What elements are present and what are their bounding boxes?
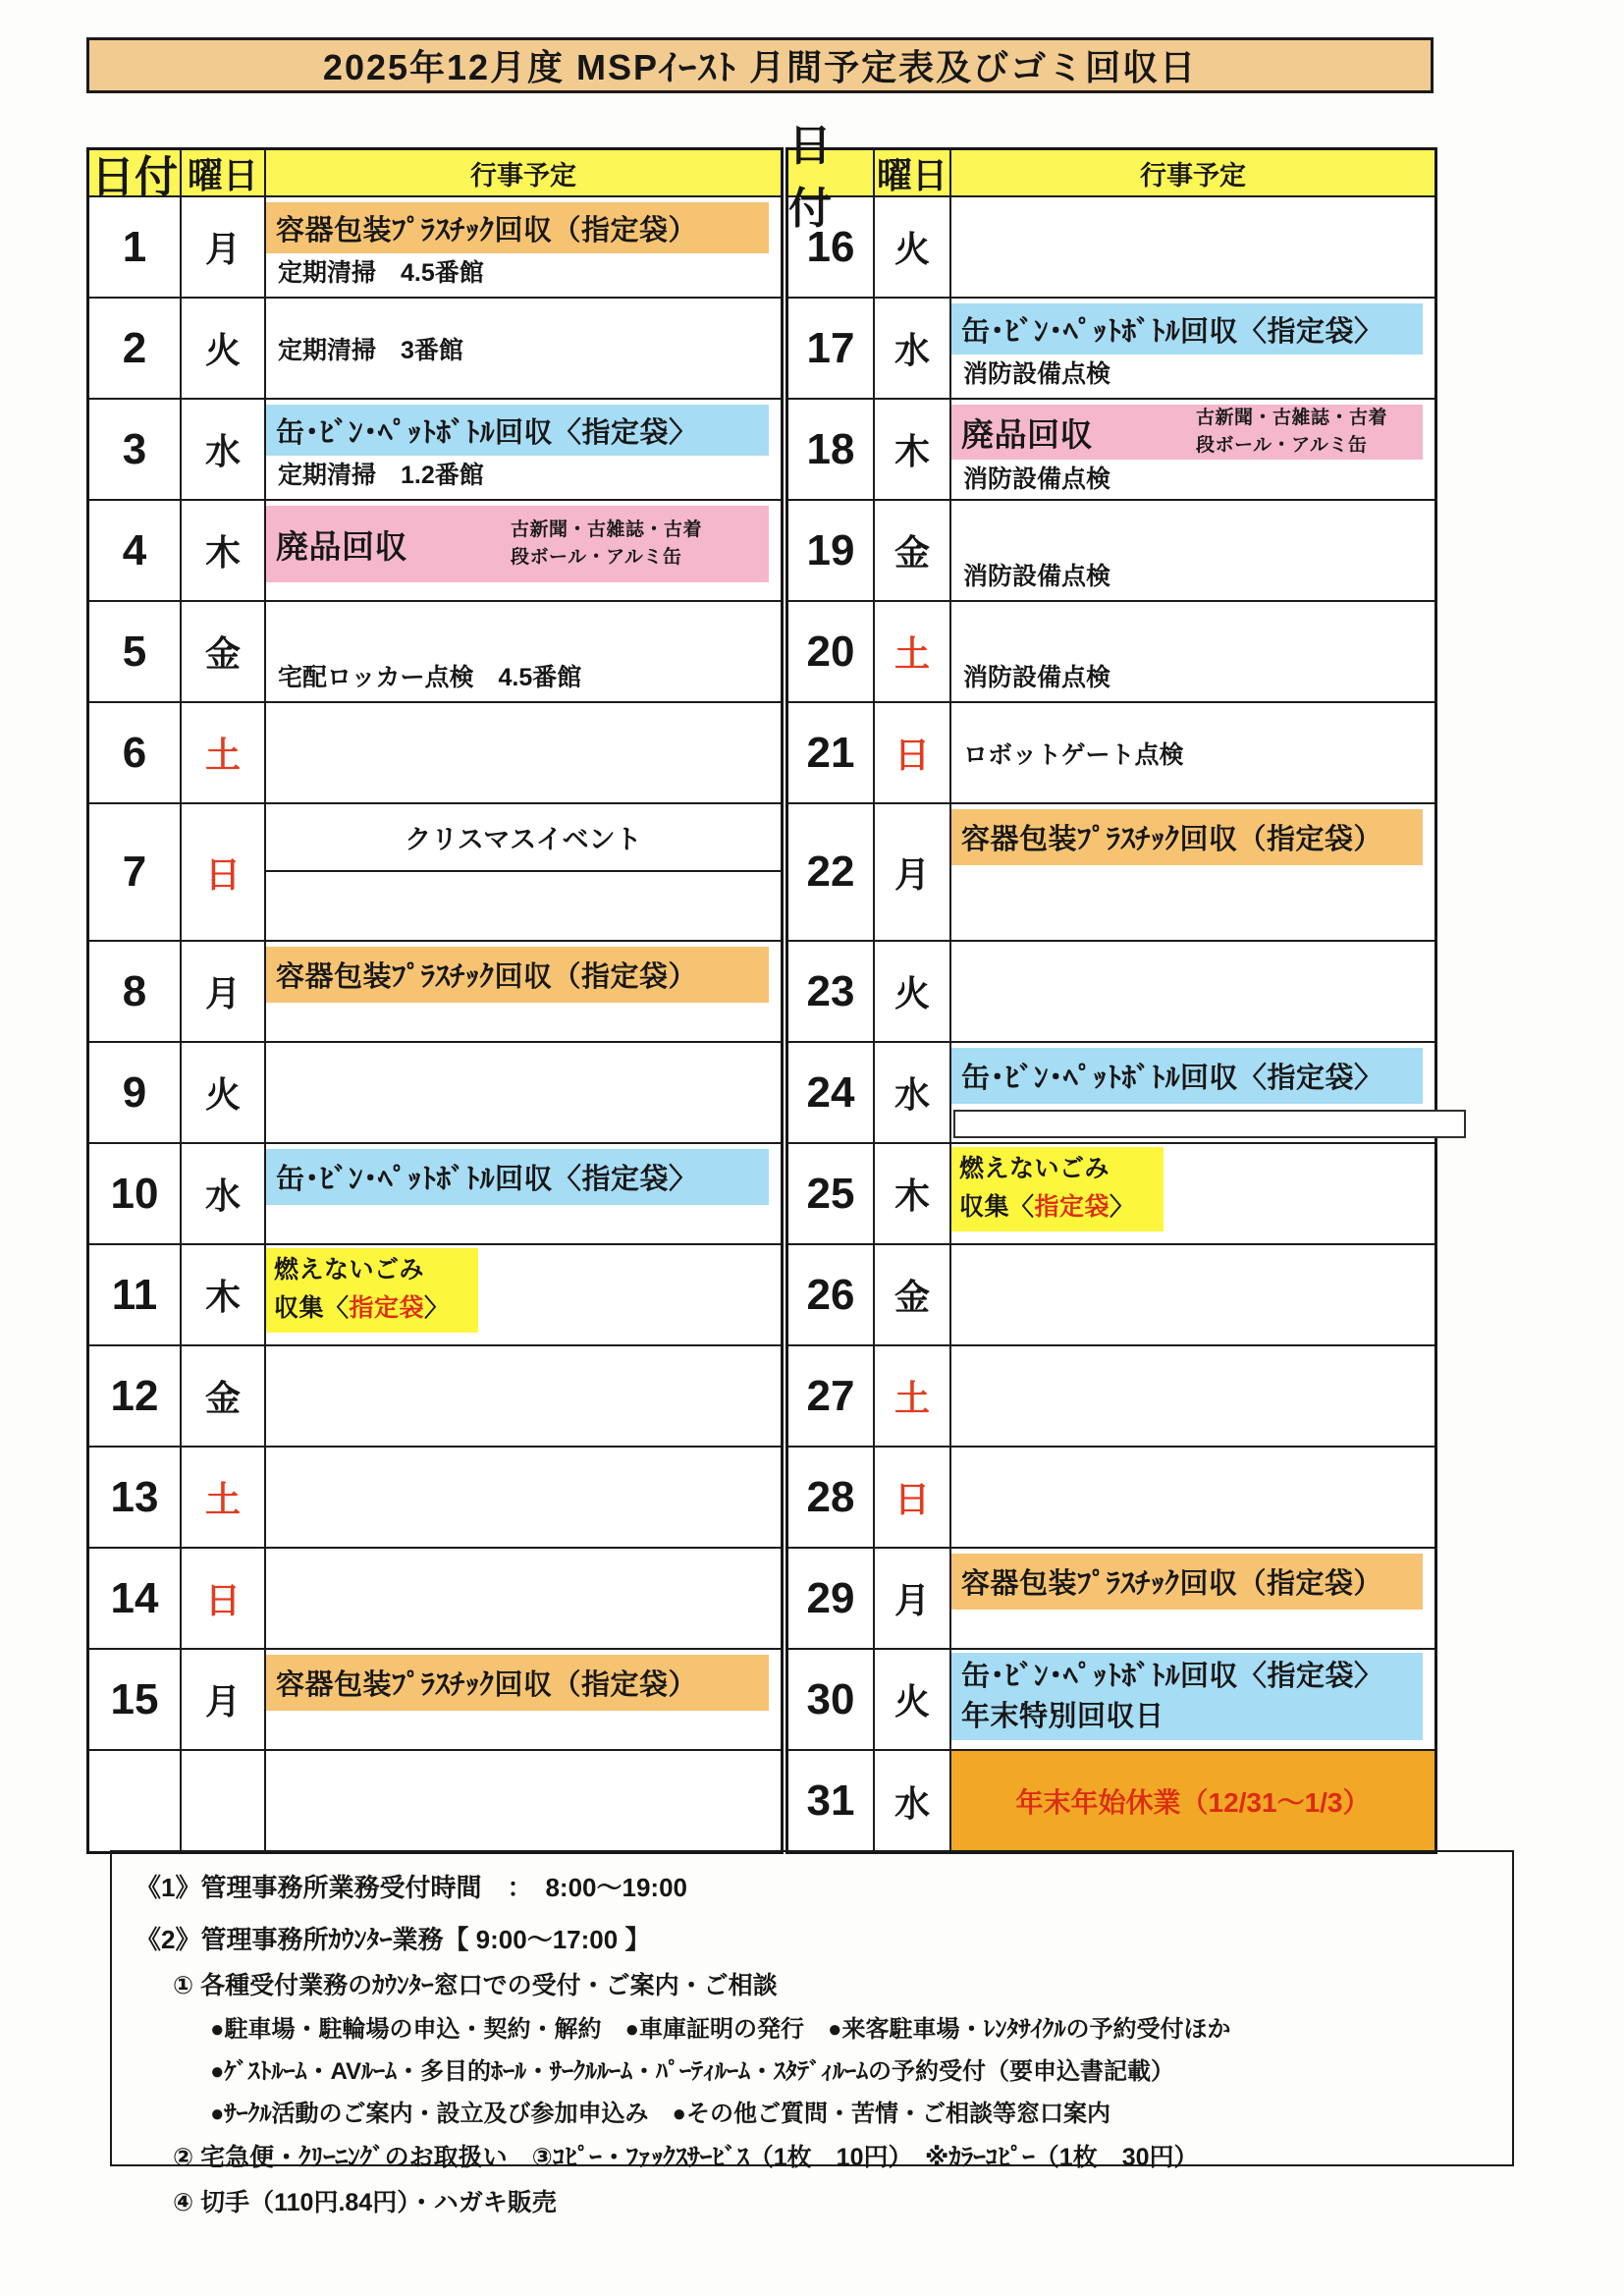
event-cell (266, 1144, 781, 1243)
event-cell (266, 501, 781, 600)
calendar-row-9 (89, 1041, 781, 1142)
event-sub-line: 古新聞・古雑誌・古着 (511, 519, 703, 540)
bulky-recycle-event-bar (951, 405, 1423, 460)
event-cell (951, 1144, 1435, 1243)
event-cell (266, 703, 781, 802)
calendar-row-11 (89, 1243, 781, 1344)
date-cell: 23 (788, 942, 875, 1041)
date-cell: 1 (89, 197, 182, 297)
event-line (274, 1289, 450, 1328)
calendar-row-26 (788, 1243, 1435, 1344)
date-cell: 12 (89, 1346, 182, 1446)
event-line: 缶･ﾋﾞﾝ･ﾍﾟｯﾄﾎﾞﾄﾙ回収〈指定袋〉 (961, 1660, 1383, 1692)
recycle-event-bar: 容器包装ﾌﾟﾗｽﾁｯｸ回収（指定袋） (266, 1655, 769, 1711)
date-cell: 13 (89, 1448, 182, 1547)
bulky-recycle-event-bar (266, 506, 769, 582)
note-line: ④ 切手（110円.84円）・ハガキ販売 (173, 2189, 557, 2216)
event-text: 消防設備点検 (963, 664, 1111, 691)
note-line: ① 各種受付業務のｶｳﾝﾀｰ窓口での受付・ご案内・ご相談 (173, 1972, 778, 1999)
calendar-row-24 (788, 1041, 1435, 1142)
event-text: 消防設備点検 (963, 465, 1111, 493)
event-cell (951, 1346, 1435, 1446)
event-cell (951, 1650, 1435, 1749)
recycle-event-bar: 容器包装ﾌﾟﾗｽﾁｯｸ回収（指定袋） (951, 809, 1423, 865)
day-of-week-cell: 金 (875, 501, 951, 600)
event-cell (951, 942, 1435, 1041)
nonburnable-event-bar (951, 1147, 1164, 1231)
recycle-event-bar (951, 1653, 1423, 1740)
christmas-event-label: クリスマスイベント (266, 804, 781, 872)
event-cell (266, 602, 781, 701)
dow-column-header: 曜日 (182, 150, 266, 195)
calendar-row-21 (788, 701, 1435, 802)
event-cell (266, 1448, 781, 1547)
calendar-row-31 (788, 1749, 1435, 1851)
dow-column-header: 曜日 (875, 150, 951, 195)
date-cell: 10 (89, 1144, 182, 1243)
note-line: ② 宅急便・ｸﾘｰﾆﾝｸﾞのお取扱い ③ｺﾋﾟｰ・ﾌｧｯｸｽｻｰﾋﾞｽ（1枚 10円） ※ｶﾗｰｺﾋﾟｰ（1枚 30円） (173, 2144, 1199, 2171)
note-line: 《2》管理事務所ｶｳﾝﾀｰ業務【 9:00～17:00 】 (135, 1925, 651, 1954)
note-line: ●駐車場・駐輪場の申込・契約・解約 ●車庫証明の発行 ●来客駐車場・ﾚﾝﾀｻｲｸﾙの予約受付ほか (210, 2016, 1231, 2043)
event-sub-items (1196, 405, 1387, 460)
date-cell (89, 1751, 182, 1851)
day-of-week-cell: 金 (182, 1346, 266, 1446)
date-cell: 29 (788, 1549, 875, 1648)
calendar-row-28 (788, 1446, 1435, 1547)
day-of-week-cell: 火 (875, 942, 951, 1041)
recycle-event-bar: 缶･ﾋﾞﾝ･ﾍﾟｯﾄﾎﾞﾄﾙ回収〈指定袋〉 (951, 303, 1423, 355)
day-of-week-cell: 日 (182, 804, 266, 940)
event-text-segment: 〉 (424, 1294, 450, 1322)
event-cell (951, 299, 1435, 398)
date-cell: 5 (89, 602, 182, 701)
calendar-row-15 (89, 1648, 781, 1749)
page-title: 2025年12月度 MSPｲｰｽﾄ 月間予定表及びゴミ回収日 (86, 37, 1434, 93)
date-column-header: 日付 (89, 150, 182, 195)
calendar-row-2 (89, 297, 781, 398)
day-of-week-cell: 水 (875, 1751, 951, 1851)
date-cell: 19 (788, 501, 875, 600)
calendar-row-20 (788, 600, 1435, 701)
day-of-week-cell: 金 (875, 1245, 951, 1344)
note-line: 《1》管理事務所業務受付時間 ： 8:00～19:00 (135, 1873, 687, 1902)
recycle-event-bar: 缶･ﾋﾞﾝ･ﾍﾟｯﾄﾎﾞﾄﾙ回収〈指定袋〉 (266, 1149, 769, 1205)
calendar-row-29 (788, 1547, 1435, 1648)
event-cell (266, 942, 781, 1041)
event-text: ロボットゲート点検 (963, 740, 1184, 769)
date-cell: 3 (89, 400, 182, 499)
event-cell (951, 1245, 1435, 1344)
event-line (959, 1188, 1135, 1227)
event-text-segment: 燃えないごみ (959, 1155, 1110, 1182)
day-of-week-cell: 月 (182, 197, 266, 297)
date-cell: 20 (788, 602, 875, 701)
event-sub-line: 古新聞・古雑誌・古着 (1196, 408, 1388, 428)
calendar-header-row (89, 150, 781, 201)
day-of-week-cell: 月 (182, 942, 266, 1041)
event-sub-line: 段ボール・アルミ缶 (1196, 435, 1368, 456)
day-of-week-cell: 月 (182, 1650, 266, 1749)
event-text: 定期清掃 3番館 (278, 336, 463, 364)
calendar-row-16 (788, 195, 1435, 297)
event-text-segment: 収集〈 (959, 1193, 1035, 1221)
date-cell: 4 (89, 501, 182, 600)
event-cell (951, 1448, 1435, 1547)
date-cell: 28 (788, 1448, 875, 1547)
date-cell: 14 (89, 1549, 182, 1648)
event-cell (266, 1751, 781, 1851)
recycle-event-bar: 缶･ﾋﾞﾝ･ﾍﾟｯﾄﾎﾞﾄﾙ回収〈指定袋〉 (266, 405, 769, 456)
date-cell: 24 (788, 1043, 875, 1142)
date-cell: 7 (89, 804, 182, 940)
event-cell (266, 1650, 781, 1749)
day-of-week-cell: 土 (875, 602, 951, 701)
date-cell: 18 (788, 400, 875, 499)
event-text-segment: 〉 (1110, 1193, 1135, 1221)
recycle-event-bar: 容器包装ﾌﾟﾗｽﾁｯｸ回収（指定袋） (266, 947, 769, 1003)
empty-white-box (953, 1110, 1466, 1138)
calendar-row-5 (89, 600, 781, 701)
day-of-week-cell: 水 (875, 299, 951, 398)
event-line (959, 1150, 1110, 1188)
calendar-row-23 (788, 940, 1435, 1041)
date-cell: 8 (89, 942, 182, 1041)
day-of-week-cell: 木 (182, 501, 266, 600)
note-line: ●ｹﾞｽﾄﾙｰﾑ・AVﾙｰﾑ・多目的ﾎｰﾙ・ｻｰｸﾙﾙｰﾑ・ﾊﾟｰﾃｨﾙｰﾑ・ｽﾀﾃﾞｨﾙｰﾑの予約受付（要申込書記載） (210, 2058, 1175, 2085)
event-text-segment: 収集〈 (274, 1294, 350, 1322)
day-of-week-cell: 火 (875, 197, 951, 297)
event-cell (951, 197, 1435, 297)
calendar-row-3 (89, 398, 781, 499)
date-cell: 25 (788, 1144, 875, 1243)
recycle-event-bar: 缶･ﾋﾞﾝ･ﾍﾟｯﾄﾎﾞﾄﾙ回収〈指定袋〉 (951, 1048, 1423, 1104)
recycle-event-bar: 容器包装ﾌﾟﾗｽﾁｯｸ回収（指定袋） (951, 1554, 1423, 1610)
event-line (274, 1251, 424, 1289)
date-cell: 11 (89, 1245, 182, 1344)
calendar-row-empty (89, 1749, 781, 1851)
date-cell: 22 (788, 804, 875, 940)
date-cell: 30 (788, 1650, 875, 1749)
note-line: ●ｻｰｸﾙ活動のご案内・設立及び参加申込み ●その他ご質問・苦情・ご相談等窓口案内 (210, 2101, 1110, 2127)
calendar-row-8 (89, 940, 781, 1041)
day-of-week-cell: 月 (875, 804, 951, 940)
yearend-holiday-banner: 年末年始休業（12/31～1/3） (951, 1751, 1435, 1851)
office-notes-box (110, 1850, 1514, 2216)
day-of-week-cell: 金 (182, 602, 266, 701)
event-cell (951, 501, 1435, 600)
calendar-row-12 (89, 1344, 781, 1446)
event-sub-line: 段ボール・アルミ缶 (511, 547, 682, 568)
calendar-row-7 (89, 802, 781, 940)
calendar-row-30 (788, 1648, 1435, 1749)
event-cell (266, 1549, 781, 1648)
calendar-row-10 (89, 1142, 781, 1243)
nonburnable-event-bar (266, 1248, 478, 1333)
date-cell: 6 (89, 703, 182, 802)
day-of-week-cell: 月 (875, 1549, 951, 1648)
date-cell: 26 (788, 1245, 875, 1344)
day-of-week-cell: 木 (875, 400, 951, 499)
calendar-row-6 (89, 701, 781, 802)
event-cell (266, 400, 781, 499)
event-cell (951, 1751, 1435, 1851)
day-of-week-cell (182, 1751, 266, 1851)
event-cell (951, 400, 1435, 499)
day-of-week-cell: 木 (875, 1144, 951, 1243)
day-of-week-cell: 日 (875, 703, 951, 802)
day-of-week-cell: 日 (875, 1448, 951, 1547)
day-of-week-cell: 水 (875, 1043, 951, 1142)
designated-bag-red-text: 指定袋 (1034, 1193, 1110, 1221)
designated-bag-red-text: 指定袋 (349, 1294, 425, 1322)
day-of-week-cell: 水 (182, 400, 266, 499)
date-cell: 15 (89, 1650, 182, 1749)
day-of-week-cell: 火 (182, 1043, 266, 1142)
date-cell: 17 (788, 299, 875, 398)
calendar-row-14 (89, 1547, 781, 1648)
date-cell: 9 (89, 1043, 182, 1142)
calendar-row-22 (788, 802, 1435, 940)
event-cell (266, 1043, 781, 1142)
event-line: 年末特別回収日 (961, 1700, 1164, 1732)
calendar-row-18 (788, 398, 1435, 499)
calendar-header-row (788, 122, 1435, 233)
day-of-week-cell: 日 (182, 1549, 266, 1648)
day-of-week-cell: 木 (182, 1245, 266, 1344)
calendar-row-17 (788, 297, 1435, 398)
calendar-row-27 (788, 1344, 1435, 1446)
event-text: 消防設備点検 (963, 360, 1111, 388)
calendar-row-1 (89, 195, 781, 297)
event-cell (951, 602, 1435, 701)
day-of-week-cell: 火 (182, 299, 266, 398)
event-cell (266, 1346, 781, 1446)
event-cell (266, 1245, 781, 1344)
calendar-row-19 (788, 499, 1435, 600)
event-label: 廃品回収 (961, 415, 1093, 453)
calendar-table-days-1-15 (86, 147, 784, 1854)
day-of-week-cell: 土 (875, 1346, 951, 1446)
event-text-segment: 燃えないごみ (274, 1256, 425, 1284)
events-column-header: 行事予定 (951, 150, 1435, 195)
date-cell: 21 (788, 703, 875, 802)
events-column-header: 行事予定 (266, 150, 781, 195)
event-text: 宅配ロッカー点検 4.5番館 (278, 664, 582, 691)
event-cell (951, 1043, 1435, 1142)
calendar-row-25 (788, 1142, 1435, 1243)
calendar-table-days-16-31 (785, 122, 1437, 1854)
recycle-event-bar: 容器包装ﾌﾟﾗｽﾁｯｸ回収（指定袋） (266, 202, 769, 253)
event-cell (266, 197, 781, 297)
day-of-week-cell: 土 (182, 1448, 266, 1547)
date-cell: 2 (89, 299, 182, 398)
day-of-week-cell: 火 (875, 1650, 951, 1749)
calendar-row-13 (89, 1446, 781, 1547)
event-cell (951, 703, 1435, 802)
event-label: 廃品回収 (276, 527, 407, 565)
day-of-week-cell: 土 (182, 703, 266, 802)
date-column-header: 日付 (788, 150, 875, 195)
day-of-week-cell: 水 (182, 1144, 266, 1243)
event-text: 定期清掃 1.2番館 (278, 462, 484, 489)
date-cell: 31 (788, 1751, 875, 1851)
event-cell (266, 804, 781, 940)
event-sub-items (511, 517, 702, 572)
date-cell: 16 (788, 197, 875, 297)
event-cell (951, 1549, 1435, 1648)
event-text: 消防設備点検 (963, 563, 1111, 590)
event-cell (951, 804, 1435, 940)
event-cell (266, 299, 781, 398)
date-cell: 27 (788, 1346, 875, 1446)
calendar-row-4 (89, 499, 781, 600)
event-text: 定期清掃 4.5番館 (278, 259, 484, 287)
